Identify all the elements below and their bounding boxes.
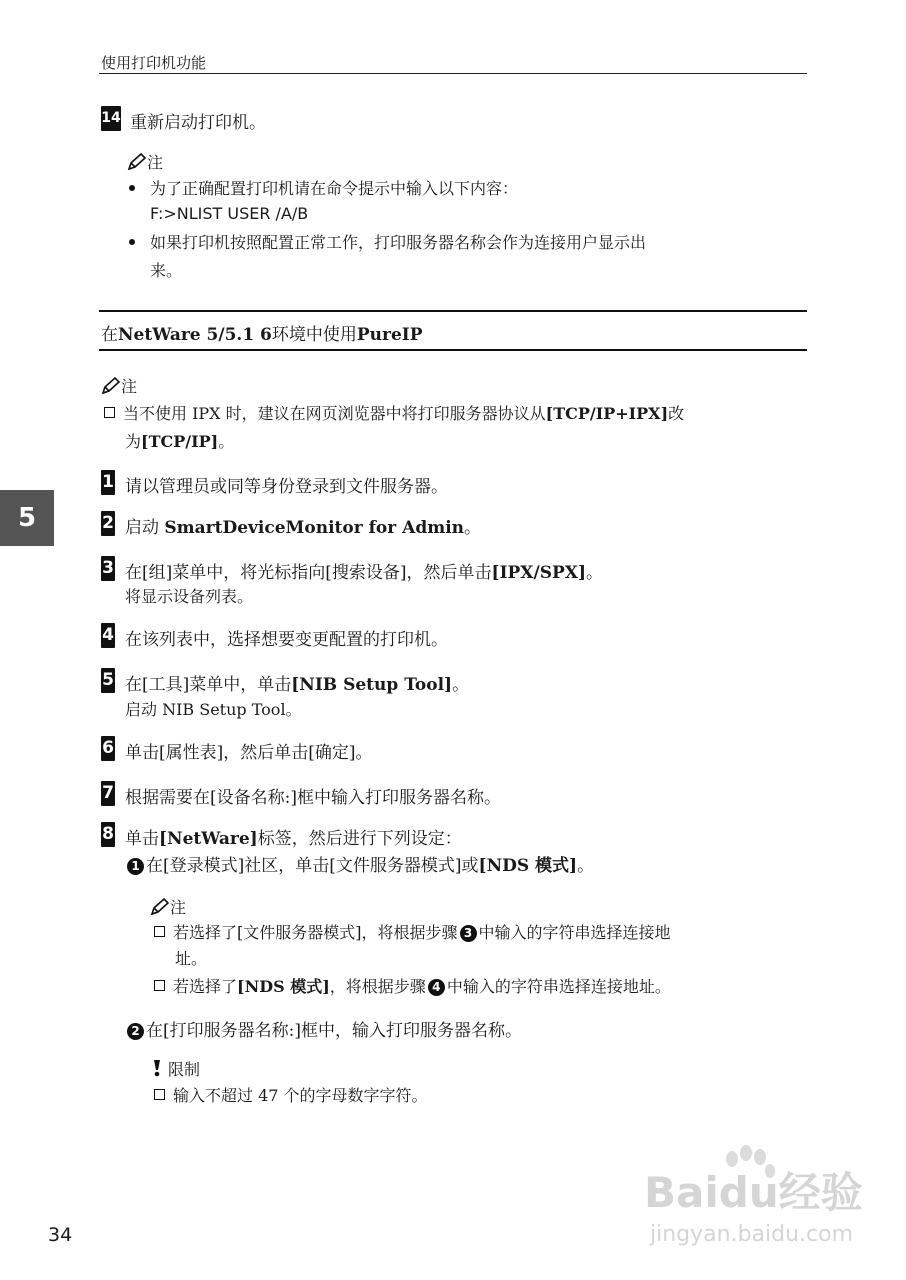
section-rule-top [99,310,807,312]
watermark-url: jingyan.baidu.com [650,1222,854,1247]
running-header: 使用打印机功能 [101,54,207,72]
step-number-1: 1 [101,470,115,495]
step-8-note-1-cont: 址。 [175,949,208,968]
chapter-tab: 5 [0,490,54,546]
step-14-text: 重新启动打印机。 [130,113,266,133]
note-heading [127,150,163,173]
step-6-text: 单击[属性表]，然后单击[确定]。 [125,743,373,763]
checkbox-bullet-icon [154,1089,165,1100]
step-8-note-heading [150,895,186,918]
step-number-14: 14 [101,106,121,131]
step-number-3: 3 [101,556,115,581]
exclamation-icon [152,1059,162,1077]
step-8-note-1: 若选择了[文件服务器模式]，将根据步骤 3 中输入的字符串选择连接地 [154,920,671,943]
step-5-result: 启动 NIB Setup Tool。 [125,700,302,719]
step-8-substep-1: 1 在[登录模式]社区，单击[文件服务器模式]或[NDS 模式]。 [125,851,594,876]
step-number-2: 2 [101,511,115,536]
step-8-note-2: 若选择了[NDS 模式]，将根据步骤 4 中输入的字符串选择连接地址。 [154,974,671,997]
circled-number-1: 1 [127,858,144,875]
note-bullet-2: 如果打印机按照配置正常工作，打印服务器名称会作为连接用户显示出 [150,233,647,252]
bullet-dot [129,185,135,191]
circled-number-3: 3 [460,925,477,942]
limit-text: 输入不超过 47 个的字母数字字符。 [154,1083,428,1106]
checkbox-bullet-icon [104,407,115,418]
section-title: 在NetWare 5/5.1 6环境中使用PureIP [101,325,423,345]
checkbox-bullet-icon [154,926,165,937]
baidu-watermark [640,1145,870,1275]
pencil-icon [127,153,147,171]
step-4-text: 在该列表中，选择想要变更配置的打印机。 [125,630,448,650]
page-number: 34 [48,1224,73,1246]
bullet-dot [129,239,135,245]
circled-number-4: 4 [428,979,445,996]
header-rule [99,73,807,74]
step-1-text: 请以管理员或同等身份登录到文件服务器。 [125,477,448,497]
step-5-text: 在[工具]菜单中，单击[NIB Setup Tool]。 [125,675,470,695]
step-8-substep-2: 2 在[打印服务器名称:]框中，输入打印服务器名称。 [125,1016,522,1041]
step-3-text: 在[组]菜单中，将光标指向[搜索设备]，然后单击[IPX/SPX]。 [125,563,604,583]
section-rule-bottom [99,349,807,351]
limit-heading [152,1057,200,1080]
step-2-text: 启动 SmartDeviceMonitor for Admin。 [125,518,482,538]
step-number-6: 6 [101,736,115,761]
step-8-text: 单击[NetWare]标签，然后进行下列设定： [125,829,462,849]
section-note-line-1: 当不使用 IPX 时，建议在网页浏览器中将打印服务器协议从[TCP/IP+IPX]改 [104,401,684,424]
note-bullet-1: 为了正确配置打印机请在命令提示中输入以下内容： [150,179,519,198]
pencil-icon [101,377,121,395]
step-number-8: 8 [101,822,115,847]
step-3-result: 将显示设备列表。 [125,587,254,606]
step-7-text: 根据需要在[设备名称:]框中输入打印服务器名称。 [125,788,501,808]
step-number-7: 7 [101,781,115,806]
step-number-4: 4 [101,623,115,648]
note-bullet-2-cont: 来。 [150,261,183,280]
section-note-line-2: 为[TCP/IP]。 [125,432,235,451]
step-number-5: 5 [101,668,115,693]
note-label: 注 [121,377,138,396]
circled-number-2: 2 [127,1023,144,1040]
pencil-icon [150,898,170,916]
command-text: F:>NLIST USER /A/B [150,204,309,223]
checkbox-bullet-icon [154,980,165,991]
note-label: 注 [147,153,164,172]
note-label: 注 [170,898,187,917]
limit-label: 限制 [168,1060,201,1079]
watermark-brand: Baidu经验 [644,1168,863,1217]
section-note-heading [101,374,137,397]
